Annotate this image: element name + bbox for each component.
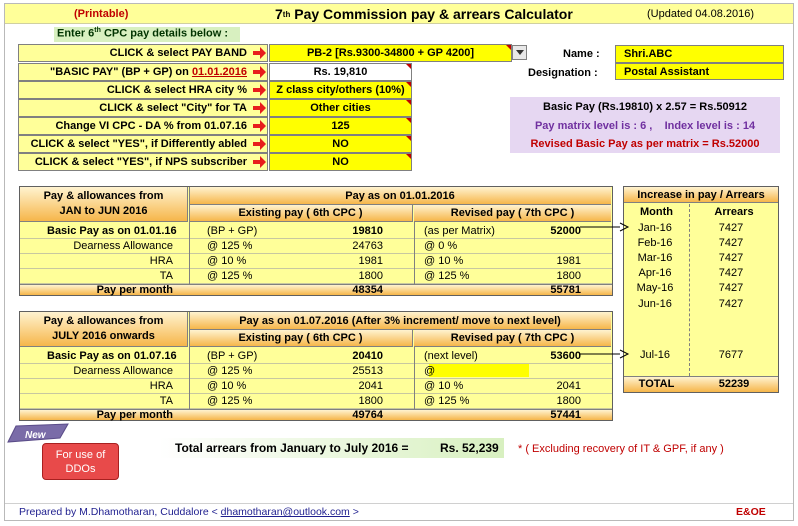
table1-row-ex-note: (BP + GP) [207, 224, 258, 237]
table2-total-revised: 57441 [550, 408, 581, 421]
table2-row-rv-note: @ 125 % [424, 394, 470, 407]
email-link[interactable]: dhamotharan@outlook.com [220, 506, 350, 518]
table1-row-label: TA [159, 269, 173, 282]
table2-row-rv-note: @ [424, 364, 436, 377]
form-value-6[interactable]: NO [269, 135, 412, 153]
table1-total-existing: 48354 [352, 283, 383, 296]
table1-row-ex-note: @ 125 % [207, 239, 253, 252]
table1-row-rv-value: 1981 [556, 254, 581, 267]
table1-row-rv-value: 52000 [550, 224, 581, 237]
form-label-3: CLICK & select HRA city % [18, 81, 268, 99]
form-label-6: CLICK & select "YES", if Differently abled [18, 135, 268, 153]
updated-date: (Updated 04.08.2016) [647, 8, 755, 20]
table1-total-label: Pay per month [96, 283, 173, 296]
table2-existing-header: Existing pay ( 6th CPC ) [189, 330, 413, 347]
matrix-level: Pay matrix level is : 6 , Index level is : 14 [534, 119, 756, 132]
table1-row-rv-note: @ 10 % [424, 254, 464, 267]
arrears-col-arrears: Arrears [714, 205, 754, 218]
arrears-value: 7427 [718, 221, 744, 234]
arrears-value: 7427 [718, 251, 744, 264]
arrears-arrow-jan [580, 220, 630, 234]
form-value-1[interactable]: PB-2 [Rs.9300-34800 + GP 4200] [269, 44, 512, 62]
arrears-total-value: 52239 [718, 378, 750, 390]
name-label: Name : [563, 48, 600, 60]
arrears-title: Increase in pay / Arrears [624, 187, 778, 203]
table2-row-ex-value: 20410 [352, 349, 383, 362]
printable-label: (Printable) [74, 8, 129, 20]
table1-row-ex-value: 19810 [352, 224, 383, 237]
ddo-button[interactable]: For use of DDOs [42, 443, 119, 480]
pay-band-dropdown-button[interactable] [512, 45, 527, 60]
arrow-right-icon [253, 120, 267, 132]
arrears-month: May-16 [636, 281, 674, 294]
table2-row-label: TA [159, 394, 173, 407]
arrears-value: 7427 [718, 266, 744, 279]
form-label-5: Change VI CPC - DA % from 01.07.16 [18, 117, 268, 135]
comment-marker [406, 82, 411, 87]
form-value-5[interactable]: 125 [269, 117, 412, 135]
arrow-right-icon [253, 102, 267, 114]
table2-row-rv-value: 53600 [550, 349, 581, 362]
table1-row-ex-value: 1981 [358, 254, 383, 267]
designation-label: Designation : [528, 67, 598, 79]
basic-pay-calc: Basic Pay (Rs.19810) x 2.57 = Rs.50912 [543, 100, 747, 113]
form-label-7: CLICK & select "YES", if NPS subscriber [18, 153, 268, 171]
table1-revised-header: Revised pay ( 7th CPC ) [414, 205, 611, 222]
table2-row-ex-note: @ 125 % [207, 364, 253, 377]
form-label-2: "BASIC PAY" (BP + GP) on 01.01.2016 [18, 63, 268, 81]
page-title: 7 th Pay Commission pay & arrears Calculator [275, 6, 573, 22]
arrears-value: 7427 [718, 281, 744, 294]
total-arrears-value: Rs. 52,239 [440, 441, 499, 455]
comment-marker [406, 100, 411, 105]
column-divider [189, 187, 190, 222]
form-section-title: Enter 6th CPC pay details below : [54, 27, 240, 42]
comment-marker [406, 154, 411, 159]
arrow-right-icon [253, 47, 267, 59]
form-label-1: CLICK & select PAY BAND [18, 44, 268, 62]
form-value-4[interactable]: Other cities [269, 99, 412, 117]
arrears-value: 7427 [718, 236, 744, 249]
excluding-note: * ( Excluding recovery of IT & GPF, if any ) [518, 443, 724, 455]
eoe-label: E&OE [736, 506, 766, 518]
form-label-4: CLICK & select "City" for TA [18, 99, 268, 117]
table2-row-ex-value: 1800 [358, 394, 383, 407]
revised-basic-pay: Revised Basic Pay as per matrix = Rs.52000 [530, 137, 760, 150]
arrears-col-month: Month [640, 205, 673, 218]
table2-row-ex-note: @ 10 % [207, 379, 247, 392]
arrears-month: Mar-16 [637, 251, 673, 264]
table1-pay-as-on: Pay as on 01.01.2016 [189, 187, 611, 205]
chevron-down-icon [516, 50, 524, 55]
arrears-month: Apr-16 [638, 266, 672, 279]
arrears-value: 7427 [718, 297, 744, 310]
table2-row-rv-value: 2041 [556, 379, 581, 392]
arrears-month: Jan-16 [638, 221, 672, 234]
arrears-arrow-jul [580, 347, 630, 361]
table2-row-rv-value [519, 363, 581, 378]
form-value-7[interactable]: NO [269, 153, 412, 171]
table2-row-ex-note: @ 125 % [207, 394, 253, 407]
arrow-right-icon [253, 156, 267, 168]
table1-row-rv-note: @ 0 % [424, 239, 458, 252]
table2-row-rv-note: (next level) [424, 349, 478, 362]
table2-row-label: Basic Pay as on 01.07.16 [47, 349, 177, 362]
arrears-month: Jun-16 [638, 297, 672, 310]
table2-row-label: HRA [149, 379, 173, 392]
name-value[interactable]: Shri.ABC [615, 45, 784, 63]
prepared-by: Prepared by M.Dhamotharan, Cuddalore < dhamotharan@outlook.com > [19, 506, 359, 518]
total-arrears-label: Total arrears from January to July 2016 = [175, 441, 409, 455]
table2-row-rv-note: @ 10 % [424, 379, 464, 392]
table1-row-rv-value [519, 238, 581, 253]
table1-total-revised: 55781 [550, 283, 581, 296]
table2-total-label: Pay per month [96, 408, 173, 421]
table1-row-ex-note: @ 125 % [207, 269, 253, 282]
comment-marker [406, 118, 411, 123]
table1-row-rv-note: (as per Matrix) [424, 224, 495, 237]
comment-marker [406, 136, 411, 141]
table1-row-rv-value: 1800 [556, 269, 581, 282]
form-value-3[interactable]: Z class city/others (10%) [269, 81, 412, 99]
comment-marker [506, 45, 511, 50]
arrears-total-label: TOTAL [638, 378, 675, 390]
table2-total-existing: 49764 [352, 408, 383, 421]
arrears-month: Feb-16 [637, 236, 673, 249]
table1-row-label: HRA [149, 254, 173, 267]
arrears-value: 7677 [718, 348, 744, 361]
table2-row-rv-value: 1800 [556, 394, 581, 407]
comment-marker [406, 64, 411, 69]
table2-row-ex-value: 2041 [358, 379, 383, 392]
basic-pay-date: 01.01.2016 [191, 66, 247, 78]
arrow-right-icon [253, 66, 267, 78]
table1-row-ex-value: 24763 [352, 239, 383, 252]
new-badge-label: New [25, 429, 46, 441]
arrears-month: Jul-16 [640, 348, 670, 361]
form-value-2[interactable]: Rs. 19,810 [269, 63, 412, 81]
table1-row-rv-note: @ 125 % [424, 269, 470, 282]
table2-row-ex-value: 25513 [352, 364, 383, 377]
table2-revised-header: Revised pay ( 7th CPC ) [414, 330, 611, 347]
table2-pay-as-on: Pay as on 01.07.2016 (After 3% increment/ move to next level) [189, 312, 611, 330]
table1-row-label: Dearness Allowance [73, 239, 173, 252]
table1-row-ex-note: @ 10 % [207, 254, 247, 267]
designation-value[interactable]: Postal Assistant [615, 63, 784, 80]
arrow-right-icon [253, 138, 267, 150]
column-divider [189, 312, 190, 347]
table1-side-label: Pay & allowances from JAN to JUN 2016 [20, 187, 188, 222]
table1-row-ex-value: 1800 [358, 269, 383, 282]
table1-row-label: Basic Pay as on 01.01.16 [47, 224, 177, 237]
table1-existing-header: Existing pay ( 6th CPC ) [189, 205, 413, 222]
table2-row-label: Dearness Allowance [73, 364, 173, 377]
table2-row-ex-note: (BP + GP) [207, 349, 258, 362]
table2-side-label: Pay & allowances from JULY 2016 onwards [20, 312, 188, 347]
arrow-right-icon [253, 84, 267, 96]
